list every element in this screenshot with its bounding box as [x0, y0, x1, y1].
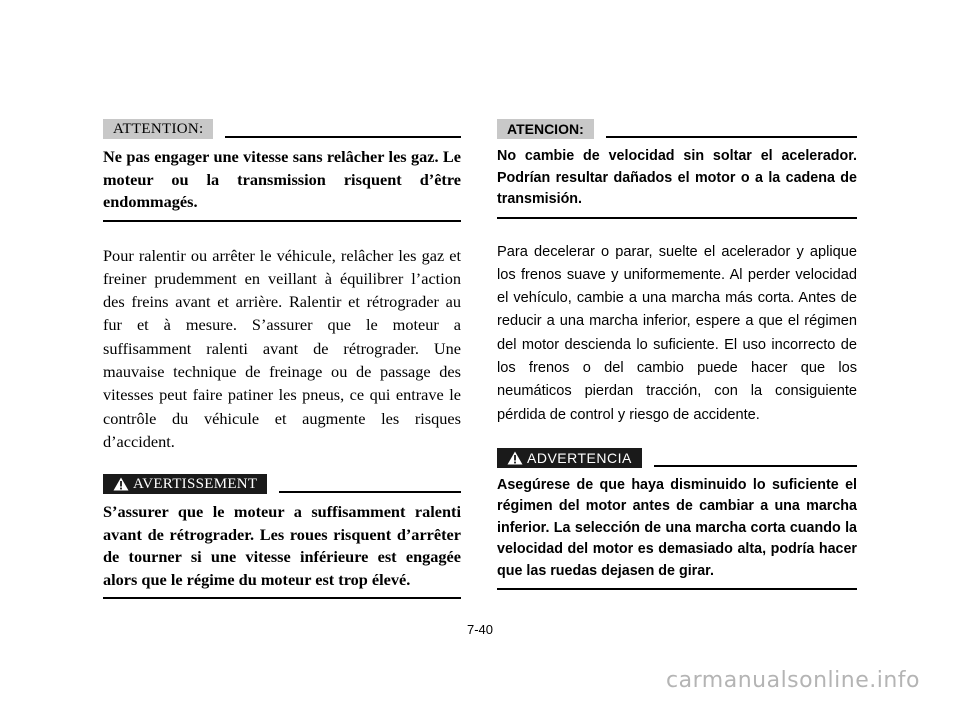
french-column: [103, 118, 461, 599]
warning-header: [497, 447, 857, 469]
warning-label: ADVERTENCIA: [527, 449, 632, 466]
warning-label-box: [103, 474, 267, 494]
warning-text: Asegúrese de que haya disminuido lo suficiente el régimen del motor antes de cambiar a una marcha inferior. La selección de una marcha corta cuando la velocidad del motor es demasiado alta, podría hacer que las ruedas dejasen de girar.: [497, 475, 857, 591]
page-number: 7-40: [466, 622, 494, 637]
warning-header: [103, 473, 461, 495]
warning-triangle-icon: [113, 477, 129, 491]
spanish-column: [497, 118, 857, 590]
attention-label: ATENCION:: [497, 119, 594, 139]
warning-rule: [654, 465, 857, 467]
attention-rule: [606, 136, 857, 138]
attention-header: [497, 118, 857, 140]
warning-text: S’assurer que le moteur a suffisamment ralenti avant de rétrograder. Les roues risquent d’arrêter de tourner si une vitesse inférieure est engagée alors que le régime du moteur est trop élevé.: [103, 501, 461, 599]
attention-label: ATTENTION:: [103, 119, 213, 139]
warning-rule: [279, 491, 461, 493]
attention-text: No cambie de velocidad sin soltar el acelerador. Podrían resultar dañados el motor o a la cadena de transmisión.: [497, 146, 857, 219]
body-text: Pour ralentir ou arrêter le véhicule, relâcher les gaz et freiner prudemment en veillant à équilibrer l’action des freins avant et arrière. Ralentir et rétrograder au fur et à mesure. S’assurer que le moteur a suffisamment ralenti avant de rétrograder. Une mauvaise technique de freinage ou de passage des vitesses peut faire patiner les pneus, ce qui entrave le contrôle du véhicule et augmente les risques d’accident.: [103, 245, 461, 451]
watermark: carmanualsonline.info: [666, 668, 920, 693]
body-text: Para decelerar o parar, suelte el acelerador y aplique los frenos suave y uniformemente. Al perder velocidad el vehículo, cambie a una marcha más corta. Antes de reducir a una marcha inferior, espere a que el régimen del motor descienda lo suficiente. El uso incorrecto de los frenos o del cambio puede hacer que los neumáticos pierdan tracción, con la consiguiente pérdida de control y riesgo de accidente.: [497, 243, 857, 423]
warning-label: AVERTISSEMENT: [133, 476, 258, 493]
attention-rule: [225, 136, 461, 138]
attention-header: [103, 118, 461, 140]
warning-triangle-icon: [507, 451, 523, 465]
warning-label-box: [497, 448, 642, 468]
attention-text: Ne pas engager une vitesse sans relâcher les gaz. Le moteur ou la transmission risquent d’être endommagés.: [103, 146, 461, 222]
